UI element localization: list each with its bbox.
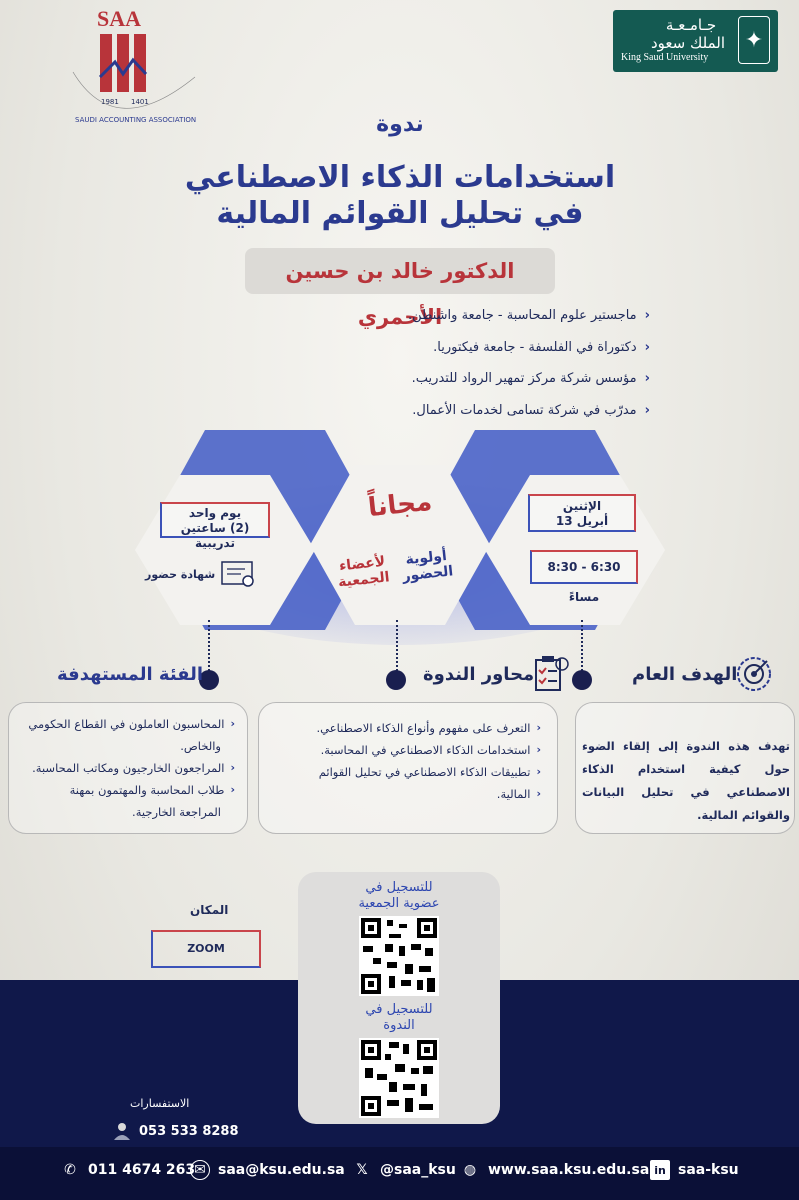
axis-item: ‹ تطبيقات الذكاء الاصطناعي في تحليل القوائم <box>259 761 541 783</box>
footer-x[interactable]: 𝕏 @saa_ksu <box>352 1160 456 1180</box>
connector-line <box>396 620 398 675</box>
footer-linkedin[interactable]: in saa-ksu <box>650 1160 739 1180</box>
x-logo-icon: 𝕏 <box>356 1162 368 1178</box>
speaker-name: الدكتور خالد بن حسين الأحمري <box>245 248 555 294</box>
chevron-icon: ‹ <box>644 339 650 355</box>
svg-text:1401: 1401 <box>131 98 149 106</box>
goal-title: الهدف العام <box>632 664 738 685</box>
connector-line <box>581 620 583 675</box>
free-label: مجاناً <box>366 486 434 524</box>
chevron-icon: ‹ <box>536 787 541 800</box>
axis-item: ‹ التعرف على مفهوم وأنواع الذكاء الاصطناعي. <box>259 717 541 739</box>
seminar-qr-code[interactable] <box>359 1038 439 1118</box>
checklist-icon <box>530 654 570 694</box>
target-icon <box>736 656 772 692</box>
footer-email[interactable]: ✉ saa@ksu.edu.sa <box>190 1160 345 1180</box>
person-icon <box>113 1122 131 1140</box>
chevron-icon: ‹ <box>536 743 541 756</box>
audience-item: ‹ طلاب المحاسبة والمهتمون بمهنة <box>9 779 235 801</box>
chevron-icon: ‹ <box>644 402 650 418</box>
footer-website[interactable]: ◍ www.saa.ksu.edu.sa <box>460 1160 649 1180</box>
zoom-location: ZOOM <box>151 930 261 968</box>
date-box: الإثنين 13 أبريل <box>528 494 636 532</box>
audience-panel <box>8 702 248 834</box>
members-label: لأعضاء الجمعية <box>337 553 391 591</box>
event-kind: ندوة <box>376 112 424 137</box>
ksu-name-ar-1: جـامـعـة <box>665 16 717 34</box>
qualification-item: ‹ دكتوراة في الفلسفة - جامعة فيكتوريا. <box>433 339 650 355</box>
inquiries-label: الاستفسارات <box>130 1097 190 1110</box>
axis-item: ‹ المالية. <box>259 783 541 805</box>
priority-label: أولوية الحضور <box>401 547 454 585</box>
membership-qr-code[interactable] <box>359 916 439 996</box>
audience-title: الفئة المستهدفة <box>57 664 204 685</box>
registration-panel <box>298 872 500 1124</box>
event-title-line1: استخدامات الذكاء الاصطناعي <box>184 160 616 195</box>
connector-dot <box>572 670 592 690</box>
axes-panel <box>258 702 558 834</box>
audience-item: والخاص. <box>180 739 221 753</box>
location-label: المكان <box>190 903 229 917</box>
svg-text:SAUDI ACCOUNTING ASSOCIATION: SAUDI ACCOUNTING ASSOCIATION <box>75 116 197 124</box>
duration-box: يوم واحد (2) ساعتين تدريبية <box>160 502 270 538</box>
axis-item: ‹ استخدامات الذكاء الاصطناعي في المحاسبة. <box>259 739 541 761</box>
event-title-line2: في تحليل القوائم المالية <box>216 196 584 231</box>
membership-registration-label: للتسجيل في عضوية الجمعية <box>358 880 440 911</box>
ksu-name-en: King Saud University <box>621 52 709 63</box>
connector-line <box>208 620 210 675</box>
axes-title: محاور الندوة <box>423 664 535 685</box>
audience-item: ‹ المراجعون الخارجيون ومكاتب المحاسبة. <box>9 757 235 779</box>
ksu-logo <box>613 10 778 72</box>
qualification-item: ‹ مؤسس شركة مركز تمهير الرواد للتدريب. <box>411 371 650 387</box>
chevron-icon: ‹ <box>536 765 541 778</box>
phone-icon: ✆ <box>64 1162 76 1178</box>
inquiries-phone[interactable]: 053 533 8288 <box>113 1122 239 1140</box>
chevron-icon: ‹ <box>230 761 235 774</box>
speaker-qualifications <box>330 300 650 426</box>
qualification-item: ‹ مدرّب في شركة تسامى لخدمات الأعمال. <box>412 402 650 418</box>
certificate-icon <box>221 560 257 588</box>
footer-phone[interactable]: ✆ 011 4674 263 <box>60 1160 195 1180</box>
ksu-name-ar-2: الملك سعود <box>650 34 726 52</box>
audience-item: ‹ المحاسبون العاملون في القطاع الحكومي <box>9 713 235 735</box>
certificate-item: شهادة حضور <box>145 560 270 588</box>
mail-icon: ✉ <box>190 1160 210 1180</box>
goal-text: تهدف هذه الندوة إلى إلقاء الضوء حول كيفية استخدام الذكاء الاصطناعي في تحليل البيانات والقوائم المالية. <box>582 739 790 822</box>
svg-text:1981: 1981 <box>101 98 119 106</box>
globe-icon: ◍ <box>463 1162 477 1178</box>
chevron-icon: ‹ <box>230 717 235 730</box>
connector-dot <box>386 670 406 690</box>
audience-item: المراجعة الخارجية. <box>132 805 221 819</box>
linkedin-icon: in <box>650 1160 670 1180</box>
time-box: 6:30 - 8:30 مساءً <box>530 550 638 584</box>
chevron-icon: ‹ <box>230 783 235 796</box>
chevron-icon: ‹ <box>644 371 650 387</box>
saa-logo <box>55 2 205 127</box>
palm-emblem-icon: ✦ <box>738 16 770 64</box>
hexagon-band <box>0 410 799 650</box>
seminar-registration-label: للتسجيل في الندوة <box>365 1002 433 1033</box>
svg-text:SAA: SAA <box>97 6 142 31</box>
qualification-item: ‹ ماجستير علوم المحاسبة - جامعة واشنطن. <box>408 308 650 324</box>
chevron-icon: ‹ <box>644 308 650 324</box>
chevron-icon: ‹ <box>536 721 541 734</box>
